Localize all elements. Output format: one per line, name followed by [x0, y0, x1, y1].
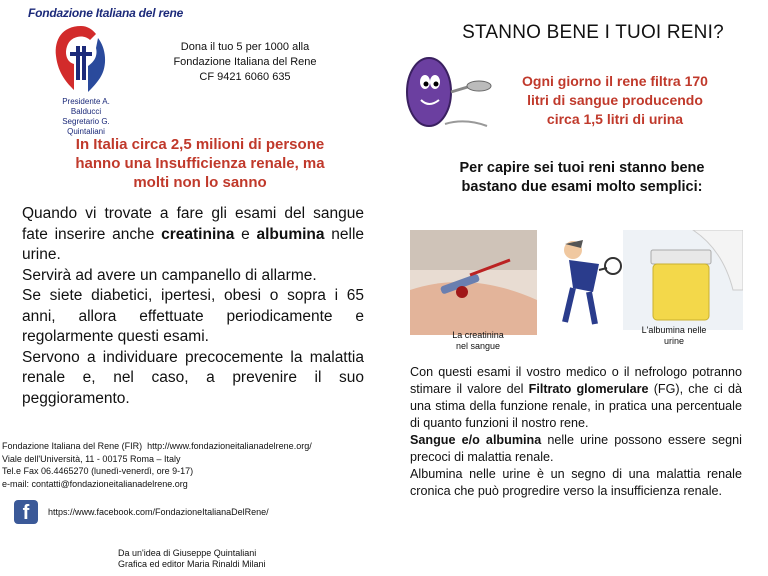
- tests-intro: [412, 159, 752, 197]
- credits: [118, 548, 266, 570]
- credit-idea: Da un'idea di Giuseppe Quintaliani: [118, 548, 257, 558]
- text-span: Con questi esami il vostro medico o il nefrologo potranno stimare il valore del: [410, 365, 742, 396]
- text-span: e: [234, 225, 257, 243]
- footer-org-line: [2, 440, 392, 453]
- kidney-logo-icon: [52, 22, 110, 96]
- left-headline-line-2: hanno una Insufficienza renale, ma: [75, 155, 325, 172]
- text-span: nelle urine.: [22, 225, 365, 263]
- caption-creatinine-line-1: La creatinina: [452, 330, 504, 340]
- text-span: (FG), che ci dà una stima della funzione renale, in pratica una percentuale di quanto funzioni il nostro rene.: [410, 382, 743, 430]
- page-title: STANNO BENE I TUOI RENI?: [462, 22, 724, 43]
- footer-org: Fondazione Italiana del Rene (FIR): [2, 441, 143, 451]
- left-headline-line-1: In Italia circa 2,5 milioni di persone: [75, 136, 325, 153]
- donation-line-1: Dona il tuo 5 per 1000 alla: [180, 41, 310, 53]
- left-headline: [40, 135, 360, 192]
- left-body-text: [22, 204, 364, 409]
- facebook-link[interactable]: https://www.facebook.com/FondazioneItalianaDelRene/: [48, 507, 269, 517]
- detective-figure-image: [543, 230, 623, 330]
- donation-line-2: Fondazione Italiana del Rene: [173, 56, 317, 68]
- website-link[interactable]: http://www.fondazioneitalianadelrene.org/: [147, 441, 312, 451]
- left-paragraph-3: Se siete diabetici, ipertesi, obesi o sopra i 65 anni, allora effettuate periodicamente e regolarmente questi esami.: [22, 287, 364, 345]
- org-logo-title: Fondazione Italiana del rene: [28, 6, 184, 20]
- blood-draw-image: [410, 230, 537, 335]
- caption-albumin-line-1: L'albumina nelle: [641, 325, 707, 335]
- footer-email[interactable]: e-mail: contatti@fondazioneitalianadelrene.org: [2, 478, 188, 489]
- kidney-mascot-icon: [395, 48, 495, 134]
- donation-tax-code: CF 9421 6060 635: [199, 71, 291, 83]
- left-paragraph-4: Servono a individuare precocemente la malattia renale e, nel caso, a prevenire il suo peggioramento.: [22, 348, 364, 407]
- daily-line-3: circa 1,5 litri di urina: [546, 111, 684, 127]
- left-headline-line-3: molti non lo sanno: [133, 174, 267, 191]
- caption-albumin-line-2: urine: [663, 336, 684, 346]
- right-paragraph-2: [410, 432, 742, 466]
- footer-phone: Tel.e Fax 06.4465270 (lunedì-venerdì, ore 9-17): [2, 466, 194, 476]
- right-body-text: [410, 364, 742, 500]
- donation-info: [140, 40, 350, 85]
- urine-sample-image: [623, 230, 743, 330]
- blood-albumin-bold: Sangue e/o albumina: [410, 433, 542, 447]
- left-paragraph-1: [22, 204, 364, 266]
- creatinine-bold: creatinina: [161, 225, 235, 243]
- left-paragraph-2: Servirà ad avere un campanello di allarme.: [22, 266, 317, 284]
- caption-creatinine-line-2: nel sangue: [455, 341, 501, 351]
- right-paragraph-1: [410, 364, 742, 432]
- text-span: Quando vi trovate a fare gli esami del sangue fate inserire anche: [22, 205, 364, 243]
- president-name: Presidente A. Balducci: [62, 97, 110, 116]
- footer-address: Viale dell'Università, 11 - 00175 Roma – Italy: [2, 453, 181, 464]
- gfr-bold: Filtrato glomerulare: [528, 382, 649, 396]
- facebook-icon[interactable]: f: [14, 500, 38, 524]
- daily-line-1: Ogni giorno il rene filtra 170: [522, 73, 708, 89]
- secretary-name: Segretario G. Quintaliani: [62, 117, 110, 136]
- text-span: nelle urine possono essere segni precoci di malattia renale.: [410, 433, 742, 464]
- contact-footer: [2, 440, 392, 490]
- right-paragraph-3: Albumina nelle urine è un segno di una malattia renale cronica che può progredire verso la insufficienza renale.: [410, 467, 742, 498]
- caption-albumin: [628, 325, 720, 347]
- daily-filtration-note: [500, 72, 730, 129]
- tests-intro-line-1: Per capire sei tuoi reni stanno bene: [459, 160, 705, 176]
- daily-line-2: litri di sangue producendo: [527, 92, 703, 108]
- caption-creatinine: [438, 330, 518, 352]
- credit-graphics: Grafica ed editor Maria Rinaldi Milani: [118, 559, 266, 569]
- logo-signatories: [46, 97, 126, 137]
- albumin-bold: albumina: [256, 225, 325, 243]
- tests-intro-line-2: bastano due esami molto semplici:: [461, 179, 703, 195]
